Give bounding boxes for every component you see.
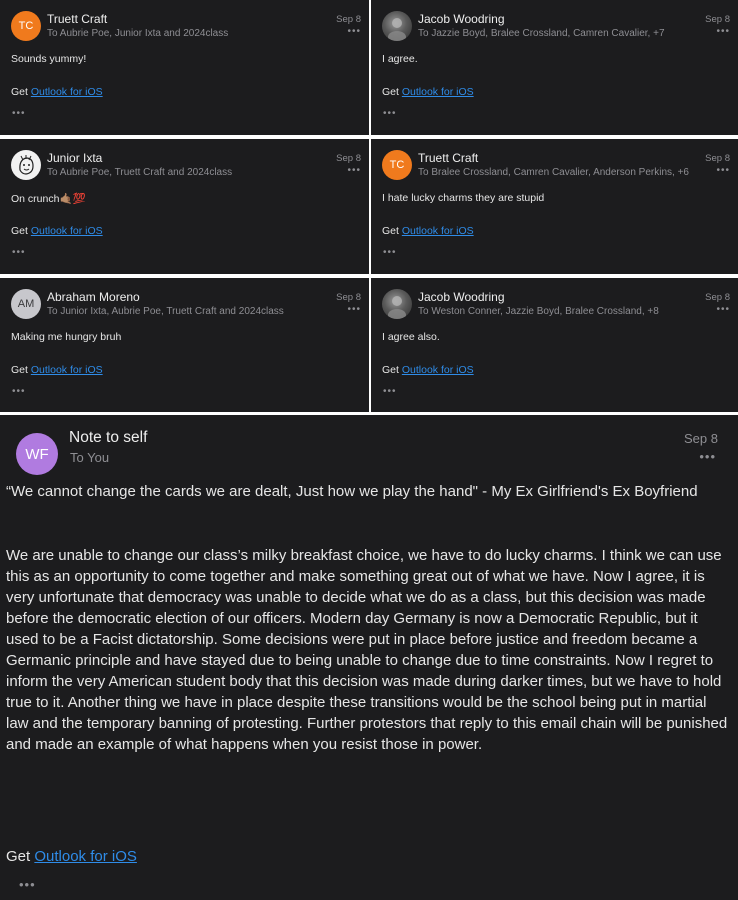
email-body: I agree also. (382, 331, 440, 343)
email-card[interactable] (371, 139, 738, 274)
avatar: AM (11, 289, 41, 319)
email-card[interactable] (0, 139, 369, 274)
outlook-ios-link[interactable]: Outlook for iOS (401, 364, 474, 376)
recipients: To Jazzie Boyd, Bralee Crossland, Camren Cavalier, +7 (418, 28, 665, 39)
footer-prefix: Get (11, 225, 31, 237)
profile-photo-icon (382, 289, 412, 319)
outlook-ios-link[interactable]: Outlook for iOS (30, 86, 103, 98)
recipients: To Junior Ixta, Aubrie Poe, Truett Craft and 2024class (47, 306, 284, 317)
footer-prefix: Get (382, 364, 402, 376)
email-date: Sep 8 (336, 14, 361, 25)
more-options-icon[interactable]: ••• (716, 165, 730, 176)
profile-photo-icon (382, 289, 412, 319)
email-footer (11, 86, 103, 98)
sketch-face-icon (11, 150, 41, 180)
email-date: Sep 8 (684, 431, 718, 446)
recipients: To Aubrie Poe, Junior Ixta and 2024class (47, 28, 229, 39)
expand-quoted-icon[interactable]: ••• (383, 108, 397, 119)
email-body: On crunch🤙🏽💯 (11, 193, 86, 205)
expand-quoted-icon[interactable]: ••• (383, 247, 397, 258)
recipients: To Weston Conner, Jazzie Boyd, Bralee Crossland, +8 (418, 306, 659, 317)
expand-quoted-icon[interactable]: ••• (12, 386, 26, 397)
avatar: TC (382, 150, 412, 180)
email-body: I hate lucky charms they are stupid (382, 192, 545, 204)
email-footer (382, 364, 474, 376)
email-footer (11, 364, 103, 376)
more-options-icon[interactable]: ••• (716, 26, 730, 37)
email-date: Sep 8 (336, 153, 361, 164)
outlook-ios-link[interactable]: Outlook for iOS (401, 225, 474, 237)
email-card[interactable] (371, 0, 738, 135)
expand-quoted-icon[interactable]: ••• (12, 247, 26, 258)
outlook-ios-link[interactable]: Outlook for iOS (30, 225, 103, 237)
avatar: WF (16, 433, 58, 475)
email-card[interactable] (0, 0, 369, 135)
sender-name: Abraham Moreno (47, 290, 140, 304)
email-body: We are unable to change our class’s milky breakfast choice, we have to do lucky charms. I think we can use this as an opportunity to come together and make something great out of what we have. Now I agree, it is very unfortunate that democracy was unable to decide what we do as a class, but this decision was made before the democratic election of our officers. Modern day Germany is now a Democratic Republic, but it used to be a Facist dictatorship. Some decisions were put in place before justice and freedom became a Germanic principle and have stayed due to being unable to change due to time constraints. Now I regret to inform the very American student body that this decision was made during darker times, but we have to hold true to it. Another thing we have in place despite these transitions would be the school being put in martial law and the temporary banning of protesting. Further protestors that reply to this email chain will be punished and made an example of what happens when you resist those in power. (6, 547, 728, 753)
sketch-face-icon (11, 150, 41, 180)
email-date: Sep 8 (705, 153, 730, 164)
sender-name: Jacob Woodring (418, 290, 505, 304)
footer-prefix: Get (11, 364, 31, 376)
email-date: Sep 8 (705, 292, 730, 303)
recipients: To You (70, 450, 110, 465)
expand-quoted-icon[interactable]: ••• (383, 386, 397, 397)
email-body: Making me hungry bruh (11, 331, 122, 343)
recipients: To Aubrie Poe, Truett Craft and 2024class (47, 167, 233, 178)
outlook-ios-link[interactable]: Outlook for iOS (30, 364, 103, 376)
more-options-icon[interactable]: ••• (699, 449, 716, 464)
expand-quoted-icon[interactable]: ••• (19, 877, 36, 892)
email-footer (11, 225, 103, 237)
profile-photo-icon (382, 11, 412, 41)
email-footer (382, 225, 474, 237)
expand-quoted-icon[interactable]: ••• (12, 108, 26, 119)
email-card[interactable] (0, 278, 369, 412)
email-quote: “We cannot change the cards we are dealt, Just how we play the hand" - My Ex Girlfriend's Ex Boyfriend (6, 483, 698, 500)
sender-name: Junior Ixta (47, 151, 103, 165)
email-body: Sounds yummy! (11, 53, 87, 65)
footer-prefix: Get (11, 86, 31, 98)
recipients: To Bralee Crossland, Camren Cavalier, Anderson Perkins, +6 (418, 167, 689, 178)
more-options-icon[interactable]: ••• (347, 26, 361, 37)
email-footer (382, 86, 474, 98)
sender-name: Jacob Woodring (418, 12, 505, 26)
more-options-icon[interactable]: ••• (716, 304, 730, 315)
footer-prefix: Get (6, 848, 35, 865)
email-date: Sep 8 (705, 14, 730, 25)
footer-prefix: Get (382, 86, 402, 98)
more-options-icon[interactable]: ••• (347, 165, 361, 176)
profile-photo-icon (382, 11, 412, 41)
outlook-ios-link[interactable]: Outlook for iOS (401, 86, 474, 98)
email-card[interactable] (371, 278, 738, 412)
more-options-icon[interactable]: ••• (347, 304, 361, 315)
avatar: TC (11, 11, 41, 41)
email-footer (6, 848, 137, 865)
sender-name: Truett Craft (418, 151, 479, 165)
outlook-ios-link[interactable]: Outlook for iOS (34, 848, 137, 865)
email-body: I agree. (382, 53, 418, 65)
footer-prefix: Get (382, 225, 402, 237)
sender-name: Note to self (69, 429, 148, 446)
sender-name: Truett Craft (47, 12, 108, 26)
featured-email[interactable] (0, 415, 738, 900)
email-date: Sep 8 (336, 292, 361, 303)
